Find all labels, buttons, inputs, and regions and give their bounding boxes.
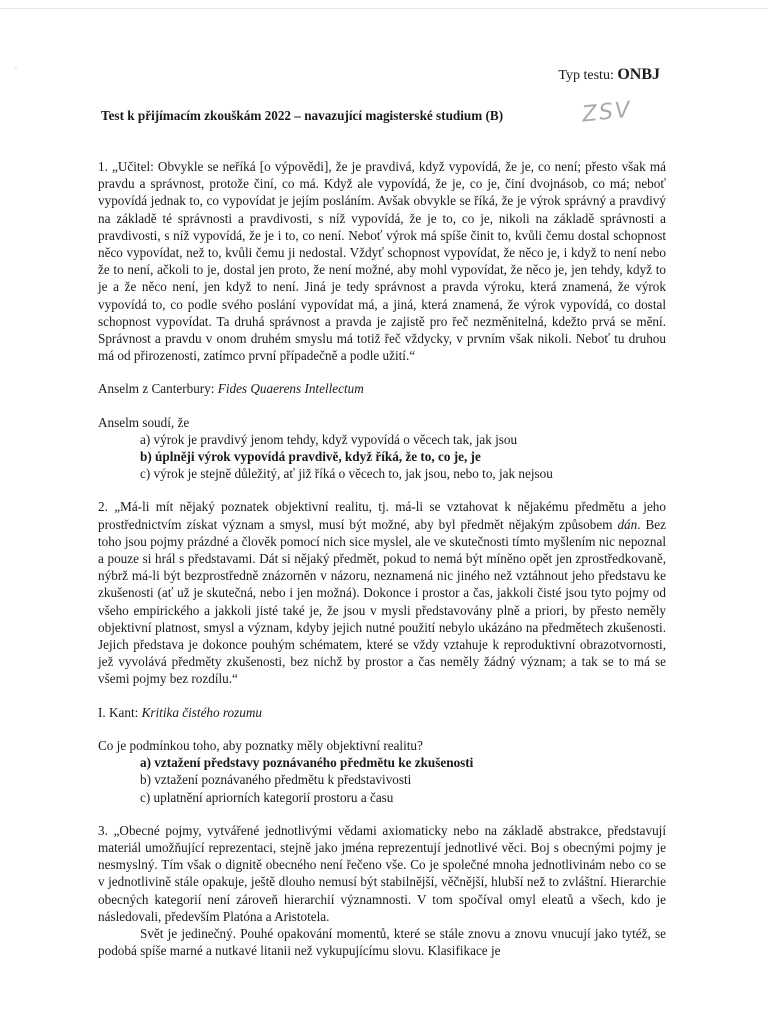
- q2-text: [98, 498, 666, 687]
- q2-work: Kritika čistého rozumu: [141, 704, 262, 720]
- q2-author: I. Kant:: [98, 704, 139, 720]
- test-type-code: ONBJ: [617, 66, 660, 83]
- q1-option-a: a) výrok je pravdivý jenom tehdy, když vypovídá o věcech tak, jak jsou: [140, 431, 518, 447]
- q2-option-a: a) vztažení představy poznávaného předmětu ke zkušenosti: [140, 755, 474, 771]
- q2-emphasis: dán: [617, 516, 638, 532]
- q1-options: [98, 431, 666, 483]
- q3-text: 3. „Obecné pojmy, vytvářené jednotlivými vědami axiomaticky nebo na základě abstrakce, představují materiál umožňující reprezentaci, stejně jako jména reprezentují jednotlivé věci. Boj s obecnými pojmy je nesmyslný. Tím však o dignitě obecného není řečeno vše. Co je společné mnoha jednotlivinám nebo co se v jednotlivině stále opakuje, ještě dlouho nemusí být stabilnější, věčnější, hlubší než to zvláštní. Hierarchie obecných kategorií není zároveň hierarchií významnosti. V tom spočíval omyl eleatů a všech, kdo je následovali, především Platóna a Aristotela.: [98, 822, 666, 924]
- test-type: [558, 66, 660, 84]
- q2-options: [98, 754, 666, 806]
- q1-option-b: b) úplněji výrok vypovídá pravdivě, když říká, že to, co je, je: [140, 449, 481, 465]
- scan-edge-line: [0, 8, 768, 9]
- q1-question: Anselm soudí, že: [98, 414, 190, 430]
- scan-mark: ˜: [14, 66, 18, 77]
- handwritten-note: ZSV: [580, 97, 634, 128]
- q2-question: Co je podmínkou toho, aby poznatky měly objektivní realitu?: [98, 737, 423, 753]
- q2-source: [98, 704, 666, 721]
- q2-text-part-1: 2. „Má-li mít nějaký poznatek objektivní realitu, tj. má-li se vztahovat k nějakému předmětu a jeho prostřednictvím získat význam a smysl, musí být možné, aby byl předmět nějakým způsobem: [98, 499, 666, 532]
- q1-work: Fides Quaerens Intellectum: [217, 381, 364, 397]
- q2-option-c: c) uplatnění apriorních kategorií prostoru a času: [140, 789, 394, 805]
- q1-option-c: c) výrok je stejně důležitý, ať již říká o věcech to, jak jsou, nebo to, jak nejsou: [140, 466, 553, 482]
- test-type-label: Typ testu:: [558, 68, 614, 83]
- q1-source: [98, 380, 666, 397]
- q1-author: Anselm z Canterbury:: [98, 381, 215, 397]
- q2-text-part-2: . Bez toho jsou pojmy prázdné a člověk pomocí nich sice myslel, ale ve skutečnosti tímto myšlením nic nepoznal a pouze si hrál s představami. Dát si nějaký předmět, pokud to nemá být míněno opět jen zprostředkovaně, nýbrž má-li být bezprostředně znázorněn v názoru, neznamená nic jiného než vztáhnout jeho představu ke zkušenosti (ať už je skutečná, nebo i jen možná). Dokonce i prostor a čas, jakkoli čisté jsou tyto pojmy od všeho empirického a jakkoli jisté také je, že jsou v mysli představovány plně a priori, by přesto neměly objektivní platnost, smysl a význam, kdyby jejich nutné použití nebylo ukázáno na předmětech zkušenosti. Jejich představa je dokonce pouhým schématem, které se vždy vztahuje k reproduktivní obrazotvornosti, jež vyvolává předměty zkušenosti, bez nichž by prostor a čas neměly žádný význam; a tak se to má se všemi pojmy bez rozdílu.“: [98, 516, 666, 687]
- page-title: Test k přijímacím zkouškám 2022 – navazující magisterské studium (B): [101, 108, 504, 123]
- q1-text: 1. „Učitel: Obvykle se neříká [o výpovědi], že je pravdivá, když vypovídá, že je, co není; přesto však má pravdu a správnost, protože činí, co má. Když ale vypovídá, že je, co je, činí dvojnásob, co má; neboť vypovídá jednak to, co vypovídat je jejím posláním. Avšak obvykle se říká, že je výrok správný a pravdivý na základě té správnosti a pravdivosti, s níž vypovídá, že je to, co je, nikoli na základě správnosti a pravdivosti, s níž vypovídá, že je i to, co není. Neboť výrok má spíše činit to, kvůli čemu dostal schopnost něco vypovídat, než to, kvůli čemu ji nedostal. Vždyť schopnost vypovídat, že něco je, i když to není nebo že to není, ačkoli to je, dostal jen proto, že není možné, aby mohl vypovídat, že něco je, jen tehdy, když to je a že něco není, jen když to není. Jiná je tedy správnost a pravda výroku, která znamená, že výrok vypovídá to, co podle svého poslání vypovídat má, a jiná, která znamená, že výrok vypovídá, co dostal schopnost vypovídat. Ta druhá správnost a pravda je zajistě pro řeč nezměnitelná, kdežto prvá se mění. Správnost a pravdu v onom druhém smyslu má totiž řeč vždycky, v prvním však nikoli. Neboť tu druhou má od přirozenosti, zatímco první případečně a podle užití.“: [98, 159, 666, 364]
- q3-text-continued: Svět je jedinečný. Pouhé opakování momentů, které se stále znovu a znovu vnucují jako tytéž, se podobá spíše marné a nutkavé litanii než vykupujícímu slovu. Klasifikace je: [98, 925, 666, 959]
- document-body: [98, 158, 666, 959]
- q2-option-b: b) vztažení poznávaného předmětu k představivosti: [140, 772, 412, 788]
